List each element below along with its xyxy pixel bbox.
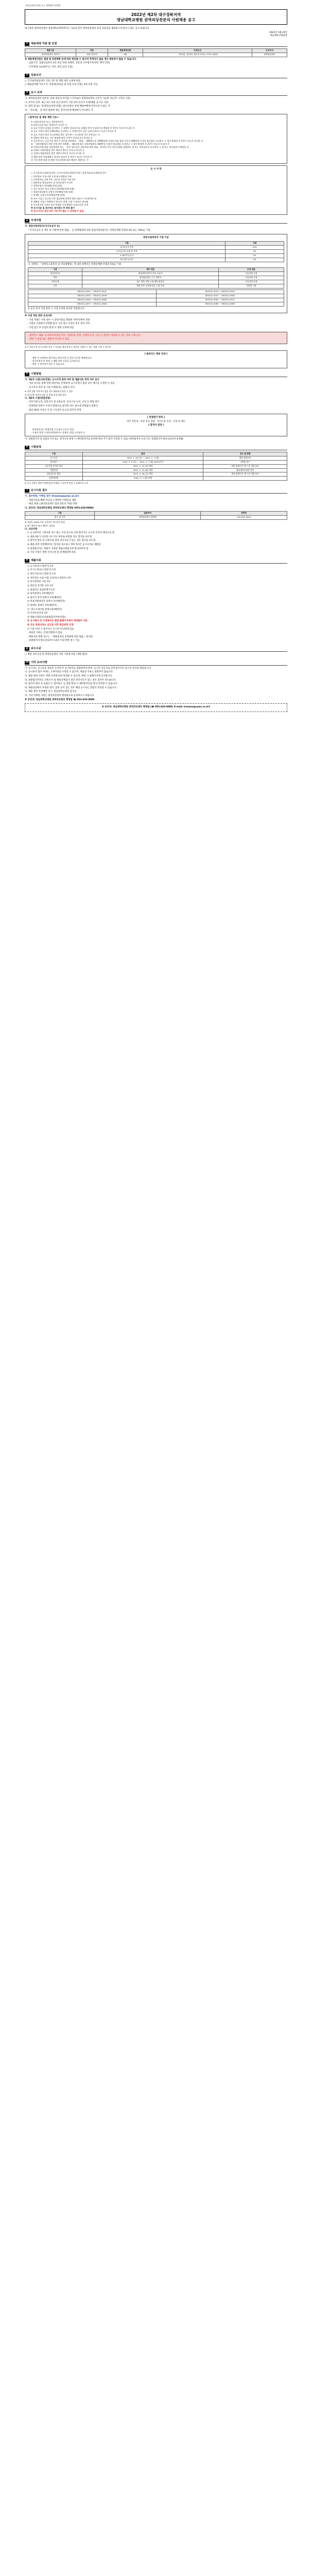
list-item: - 평균 60점 이상인 자 중 고득점자 순으로 합격자 결정 bbox=[27, 409, 81, 412]
table-header-cell: 구분 bbox=[25, 452, 83, 456]
list-item: - 메일 제목: [권역외상센터 외과 전문의 지원] 성명 bbox=[27, 503, 77, 506]
table-cell: 서류전형 가점 bbox=[218, 280, 284, 284]
note-line: ※ 응시원서의 사진은 최근 6개월 이내 촬영한 증명사진을 부착 bbox=[31, 203, 89, 206]
table-cell: 권역외상센터 근무 경력자 bbox=[82, 276, 219, 280]
section-num: 9 bbox=[25, 647, 29, 651]
list-item: ⑫ 채용 관련 비위행위로 합격이 취소된 후 5년이 지나지 아니한 자 bbox=[31, 155, 92, 158]
list-item: ⑥ 법원의 판결 또는 다른 법률에 따라 자격이 상실되거나 정지된 자 bbox=[31, 136, 93, 139]
table-cell: SR2022-0085 ~ SR2022-0096 bbox=[156, 302, 284, 306]
section-heading-9 bbox=[25, 647, 287, 652]
section-num: 5 bbox=[25, 372, 29, 376]
list-item: ⑬ 주민등록초본 1부 bbox=[27, 612, 48, 615]
note-line: ※ 서류전형 합격자 발표 후 면접 일정 개별 통보 bbox=[25, 394, 66, 397]
list-item: ⑤ 의사면허증 사본 1부 bbox=[27, 581, 50, 584]
list-item: ○ 응시원서(소정양식) 1부, 자기소개서(소정양식) 1부, 경력기술서(소정양식) 1부 bbox=[31, 172, 107, 175]
section-heading-2 bbox=[25, 74, 287, 78]
list-item: - 가점 적용은 서류 접수 시 증빙서류를 제출한 자에 한하여 적용 bbox=[27, 318, 90, 321]
table-cell: 5% bbox=[226, 253, 284, 258]
note-line: ※ 응시원서 등 소정양식은 병원 홈페이지에서 내려받아 사용 bbox=[27, 620, 88, 623]
box-title: <결격사유 및 채용 제한 사유> bbox=[28, 116, 59, 120]
section-heading-4 bbox=[25, 219, 287, 224]
table-header-cell: 세부 내용 bbox=[82, 268, 219, 272]
list-item: - 블라인드 채용: 응시원서에 출신지역, 가족관계, 학력, 신체적 조건, 사진 등 편견이 개입될 수 있는 정보 기재 금지 bbox=[28, 334, 141, 337]
table-row bbox=[28, 276, 284, 280]
list-item: - 응시자격 미달 및 서류 미제출자는 불합격 처리 bbox=[27, 386, 75, 389]
table-cell: 원서접수 bbox=[25, 460, 83, 464]
list-item: ③ 금고 이상의 실형을 선고받고 그 집행이 종료되거나 집행을 받지 아니하기로 확정된 후 5년이 지나지 아니한 자 bbox=[31, 127, 135, 130]
table-cell: 영남대학교병원 본관 bbox=[203, 468, 287, 472]
list-item: 다. 병역 필 또는 면제자(남성에 한함), 접수마감일 현재 해외여행에 결격사유가 없는 자 bbox=[25, 105, 110, 108]
table-row bbox=[28, 294, 284, 298]
list-item: ④ 채용 관련 부정행위자는 합격을 취소하고 향후 5년간 응시자격을 제한함 bbox=[27, 544, 101, 547]
list-item: 라. 「의료법」 및 관련 법령에 따른 결격사유에 해당하지 아니하는 자 bbox=[25, 109, 94, 112]
section-num: 2 bbox=[25, 74, 29, 77]
exclusions-box bbox=[25, 114, 287, 163]
table-cell: 5% bbox=[226, 249, 284, 253]
list-item: 나. 외국어 성적: 최근 2년 이내 공인 외국어 시험 성적 보유자 우대(채용 공고일 기준) bbox=[25, 101, 109, 104]
note-line: ※ 제출된 서류는 반환하지 않으며, 허위 기재 시 합격이 취소됨 bbox=[31, 200, 89, 203]
sub-heading: 다. 유의사항 bbox=[25, 528, 38, 531]
contact-table bbox=[25, 511, 287, 520]
note-line: ※ 전형 결과 적격자가 없을 경우 채용하지 않을 수 있음 bbox=[25, 390, 73, 393]
list-item: - 최종합격자 발표일로부터 14일 이내 반환 청구 가능 bbox=[27, 639, 80, 642]
note-line: ※ 응시원서 및 자기소개서 작성 시 학교명, 출신지역 등 개인을 식별할 수 있는 내용 기재 시 불이익 bbox=[25, 345, 111, 348]
note-line: ※ 채용예정인원은 결원 및 증원계획 등에 따라 변동될 수 있으며 적격자가 없을 경우 채용하지 않을 수 있습니다. bbox=[25, 58, 137, 61]
section-title: 응시서류 접수 bbox=[31, 488, 47, 492]
bonus-box bbox=[25, 234, 287, 313]
section-num: 10 bbox=[25, 661, 29, 664]
table-cell: SR2022-0061 ~ SR2022-0072 bbox=[156, 298, 284, 302]
list-item: - 위반 시 불이익이 있을 수 있습니다. bbox=[31, 363, 65, 366]
box-title: 취업지원대상자 가점 기준 bbox=[143, 236, 169, 240]
table-row bbox=[25, 472, 287, 477]
table-cell: - bbox=[203, 477, 287, 481]
list-item: ② 파산선고를 받고 복권되지 아니한 자 bbox=[31, 124, 67, 127]
list-item: ⑨ 미성년자에 대한 성폭력범죄 또는 「아동·청소년의 성보호에 관한 법률」에 따른 아동·청소년대상 성범죄로 형 또는 치료감호를 선고받아 그 형 또는 치료감호가 확정된 자 bbox=[31, 146, 189, 149]
list-item: - 제출된 서류는 일체 반환하지 않음 bbox=[27, 632, 62, 635]
table-cell: 서류전형 가점 bbox=[218, 276, 284, 280]
table-header-cell: 일정 bbox=[83, 452, 203, 456]
table-row bbox=[28, 280, 284, 284]
section-title: 채용예정 직종 및 인원 bbox=[31, 42, 57, 45]
list-item: ⑪ 징계로 해임처분을 받은 때부터 3년이 지나지 아니한 자 bbox=[31, 152, 85, 155]
table-cell: 053-620-0000 bbox=[201, 516, 287, 520]
table-header-cell: 장소 및 방법 bbox=[203, 452, 287, 456]
box-title: [ 합격자 결정 ] bbox=[148, 424, 164, 427]
list-item: ⑥ 기타 사항은 병원 인사규정 및 관계법령에 따름 bbox=[27, 551, 76, 554]
table-cell: 권역외상센터 전문의 bbox=[25, 53, 76, 57]
table-row bbox=[25, 477, 287, 481]
sub-heading: 나. 제2차 시험(면접전형) bbox=[25, 397, 50, 400]
table-cell: 2022. 3. 1.(화) 예정 bbox=[83, 477, 203, 481]
list-item: - 위반 시 감점 또는 불합격 처리될 수 있음 bbox=[28, 338, 70, 341]
table-header-cell: 채용구분 bbox=[25, 48, 76, 53]
section-num: 8 bbox=[25, 559, 29, 563]
section-num: 7 bbox=[25, 489, 29, 493]
list-item: ○ 국가권역외상센터 지원 기준 및 병원 내부 규정에 따름 bbox=[25, 79, 81, 82]
table-cell: 전형별 가점 bbox=[218, 284, 284, 288]
table-cell: SR2022-0001 ~ SR2022-0012 bbox=[28, 290, 157, 294]
table-header-cell: 담당부서 bbox=[95, 512, 201, 516]
table-row bbox=[28, 249, 284, 253]
table-cell: 병원 홈페이지 bbox=[203, 456, 287, 460]
table-header-cell: 구분 bbox=[28, 268, 82, 272]
list-item: ② 제출서류가 사실과 다르거나 허위로 판명될 경우 합격을 취소함 bbox=[27, 535, 92, 538]
section-heading-10 bbox=[25, 661, 287, 666]
note-line: - 근무형태: 3교대(주간, 야간, 휴일 당직 포함) bbox=[27, 66, 73, 69]
table-cell: SR2022-0037 ~ SR2022-0048 bbox=[156, 294, 284, 298]
table-cell: 서류전형 합격자 발표 bbox=[25, 464, 83, 468]
table-header-cell: 연락처 bbox=[201, 512, 287, 516]
list-item: ⑬ 기타 관계 법령 및 병원 인사규정에 따라 채용이 제한되는 자 bbox=[31, 158, 89, 161]
doc-date: 2022년 1월 20일 bbox=[269, 31, 287, 34]
note-line: ※ 모든 증빙서류는 공고일 이후 발급분만 인정 bbox=[27, 624, 74, 626]
table-row bbox=[28, 284, 284, 288]
table-cell: 이메일 접수 bbox=[203, 460, 287, 464]
table-header-row bbox=[28, 268, 284, 272]
list-item: ⑤ 금고 이상의 형의 선고유예를 받은 경우에 그 선고유예 기간 중에 있는 자 bbox=[31, 133, 100, 136]
table-row bbox=[25, 456, 287, 460]
table-row bbox=[28, 258, 284, 262]
table-cell: 10% bbox=[226, 245, 284, 249]
list-item: ○ 의사면허증 사본 1부, 전문의 자격증 사본 1부 bbox=[31, 178, 76, 181]
box-title: 응 시 서 류 bbox=[150, 167, 162, 171]
note-line: ※ 모든 서류는 공고일 이후 발급분에 한하며 원본 대조가 가능하여야 함 bbox=[31, 197, 97, 200]
paragraph: 「국가유공자 등 예우 및 지원에 관한 법률」 등 관계법령에 의한 취업지원대상자는 전형단계별 만점의 5% 또는 10%를 가점 bbox=[27, 229, 150, 232]
list-item: 아. 기타 자세한 사항은 권역외상센터 행정팀으로 문의하시기 바랍니다. bbox=[25, 694, 95, 697]
paragraph: 직무 전문성 · 외상 진료 경험 · 의사소통 능력 · 인성 및 태도 bbox=[126, 420, 186, 423]
note-line: - 임용기간: 임용일로부터 2년 (2년 단위 재계약, 전문의 근무평가에 따라 계약 연장) bbox=[27, 62, 110, 65]
table-header-row bbox=[25, 48, 287, 53]
list-item: - 면접위원 과반수 이상이 불량으로 평가한 경우 점수에 관계없이 불합격 bbox=[27, 404, 98, 408]
list-item: ① 응시원서의 기재사항 착오 또는 누락 등으로 인한 불이익은 응시자 본인의 책임으로 함 bbox=[27, 532, 115, 535]
table-cell: SR2022-0049 ~ SR2022-0060 bbox=[28, 298, 157, 302]
list-item: ○ 최종학교 졸업증명서 및 성적증명서 각 1부 bbox=[31, 181, 73, 184]
list-item: 가. 권역외상센터 전문의: 외과 전문의 자격증 소지자로서 권역외상센터 근무가 가능한 자(근무 시작일 기준) bbox=[25, 97, 131, 100]
table-cell: 국가유공자 본인 bbox=[28, 245, 226, 249]
bonus-table bbox=[28, 241, 284, 262]
list-item: ④ 금고 이상의 형의 집행유예를 선고받고 그 유예기간이 끝난 날부터 2년이 지나지 아니한 자 bbox=[31, 130, 116, 133]
doc-caption: 【영남대학교병원 공고 제2022-1155】 bbox=[25, 4, 61, 7]
list-item: ① 피성년후견인 또는 피한정후견인 bbox=[31, 120, 63, 123]
footer-text: ※ 문의처: 영남대학교병원 권역외상센터 행정팀 (☎ 053-620-0000, E-mail: trauma@yumc.ac.kr) bbox=[101, 706, 211, 709]
table-cell: 서류전형 가점 bbox=[218, 272, 284, 276]
note-line: ※ 응시서류 및 접수처는 원서접수 후 변경 불가 bbox=[31, 206, 75, 209]
list-item: ⑮ 서류 미비 시 불이익은 응시자 본인에게 있음 bbox=[27, 628, 74, 631]
preference-table bbox=[28, 267, 284, 289]
list-item: ⑥ 전문의 자격증 사본 1부 bbox=[27, 584, 54, 587]
list-item: - 입사지원서 및 면접 시 해당 정보 언급을 금지합니다. bbox=[31, 360, 81, 363]
table-header-cell: 직종 bbox=[76, 48, 108, 53]
section-heading-1 bbox=[25, 42, 287, 47]
table-cell: 지역인재 bbox=[28, 280, 82, 284]
box-title: [ 면접평가 항목 ] bbox=[147, 416, 165, 419]
table-cell: SR2022-0013 ~ SR2022-0024 bbox=[156, 290, 284, 294]
section-num: 3 bbox=[25, 91, 29, 95]
list-item: ⑧ 「성폭력범죄의 처벌 등에 관한 특례법」 제2조에 따른 성폭력범죄로 300만원 이상의 벌금형을 선고받고 그 형이 확정된 후 2년이 지나지 아니한 자 bbox=[31, 142, 169, 145]
table-cell: 병원 홈페이지 게시 및 개별 통보 bbox=[203, 472, 287, 477]
list-item: 가. 응시자는 공고문을 충분히 숙지한 후 응시원서를 제출하여야 하며, 공고문 미숙지로 인한 불이익은 응시자 본인의 책임입니다. bbox=[25, 667, 151, 670]
title-box bbox=[25, 9, 287, 25]
list-item: ○ 경력증명서 1부(해당자에 한함) bbox=[31, 184, 62, 187]
title-line-1: 2022년 제2차 대구경북지역 bbox=[131, 12, 181, 18]
table-row bbox=[28, 290, 284, 294]
table-cell: 외과 전문의 bbox=[76, 53, 108, 57]
list-item: 라. 최종합격자라도 신원조사 및 채용신체검사 결과 결격사유가 있는 경우 합격이 취소됩니다. bbox=[25, 679, 116, 682]
table-cell: 권역외상센터 행정팀 bbox=[95, 516, 201, 520]
list-item: ② 자기소개서(소정양식) 1부 bbox=[27, 569, 56, 572]
table-cell: 특수임무유공자 bbox=[28, 258, 226, 262]
table-cell: 병원 홈페이지 게시 및 개별 통보 bbox=[203, 464, 287, 468]
table-cell: 2022. 2. 18.(금) 예정 bbox=[83, 472, 203, 477]
paragraph: ○ 병원 보수규정 및 권역외상센터 지원 기준에 따름 (개별 협의) bbox=[25, 653, 88, 656]
table-header-cell: 근무부서 bbox=[252, 48, 287, 53]
table-cell: SR2022-0073 ~ SR2022-0084 bbox=[28, 302, 157, 306]
note-line: ※ 접수 확인은 회신 메일로 대신함 bbox=[25, 524, 55, 527]
section-heading-5 bbox=[25, 372, 287, 377]
section-num: 1 bbox=[25, 42, 29, 46]
note-line: ※ 마감일 18:00 이후 도착분은 접수하지 않음 bbox=[25, 521, 65, 524]
list-item: ○ 채용분야별 처우조건: 연봉제(성과급 및 각종 수당 포함), 4대 보험 가입 bbox=[25, 83, 98, 87]
list-item: - 가점을 포함하여 전형별 합격 기준 점수 이상일 경우 합격 처리 bbox=[27, 323, 90, 326]
list-item: - 최종합격자는 면접전형 고득점자 순으로 결정 bbox=[31, 428, 74, 431]
table-header-cell: 가점 bbox=[226, 242, 284, 246]
table-cell: 0명 bbox=[108, 53, 143, 57]
doc-org: 영남대학교병원장 bbox=[270, 35, 287, 38]
section-title: 기타 유의사항 bbox=[31, 660, 47, 664]
section-num: 4 bbox=[25, 219, 29, 223]
table-cell: 2022. 1. 20.(목) ~ 2022. 2. 7.(월) bbox=[83, 456, 203, 460]
sub-heading: 나. 문의처: 영남대학교병원 권역외상센터 행정팀 (053-620-0000) bbox=[25, 506, 94, 510]
list-item: ③ 경력기술서(소정양식) 1부 bbox=[27, 573, 56, 576]
list-item: 바. 채용과정에서 부정한 청탁, 압력 등이 있는 경우 해당 응시자는 불합격 처리될 수 있습니다. bbox=[25, 686, 117, 689]
sub-heading: 가. 취업지원대상자(국가유공자 등) bbox=[25, 225, 60, 228]
table-cell: 2022. 2. 10.(목) 예정 bbox=[83, 464, 203, 468]
table-cell: 공고기간 bbox=[25, 456, 83, 460]
section-title: 임용조건 bbox=[31, 73, 42, 77]
table-cell: 최종합격자 발표 bbox=[25, 472, 83, 477]
section-num: 6 bbox=[25, 446, 29, 449]
list-item: ○ 취업지원대상자 증명서 1부(해당자에 한함) bbox=[31, 191, 73, 194]
table-header-cell: 우대 내용 bbox=[218, 268, 284, 272]
table-cell: 외상전문의 bbox=[28, 272, 82, 276]
box-title: [ 블라인드 채용 안내 ] bbox=[144, 352, 168, 355]
list-item: 가. 접수방법: 이메일 접수 (trauma@yumc.ac.kr) bbox=[25, 495, 79, 498]
table-cell: 경력 bbox=[28, 276, 82, 280]
schedule-table bbox=[25, 452, 287, 481]
note-line: ※ 문의처: 영남대학교병원 권역외상센터 행정팀 ☎ 053-620-0000 bbox=[25, 698, 95, 701]
table-cell: 대구·경북 지역 소재 대학 졸업자 bbox=[82, 280, 219, 284]
table-row bbox=[25, 53, 287, 57]
table-cell: SR2022-0025 ~ SR2022-0036 bbox=[28, 294, 157, 298]
table-row bbox=[28, 302, 284, 306]
table-cell: 병원 내부 규정에 따른 우대 사항 bbox=[82, 284, 219, 288]
list-item: ⑨ 외국어 성적 증명서 1부(해당자) bbox=[27, 596, 62, 599]
list-item: ⑧ 경력증명서 1부(해당자) bbox=[27, 592, 54, 596]
list-item: ○ 공인 외국어 성적 증명서 1부(해당자에 한함) bbox=[31, 188, 75, 191]
list-item: ⑩ 징계로 파면처분을 받은 때부터 5년이 지나지 아니한 자 bbox=[31, 149, 84, 152]
list-item: - 채용 전 과정에서 출신학교, 출신지역 등 편견 요인을 배제합니다. bbox=[31, 357, 92, 360]
table-header-row bbox=[28, 242, 284, 246]
table-header-cell: 구분 bbox=[28, 242, 226, 246]
table-row bbox=[25, 464, 287, 468]
list-item: - 동점자 발생 시 취업지원대상자, 장애인, 면접 고득점자 순 bbox=[31, 431, 85, 434]
note-line: ※ 동일 분야 가점 중복 시 가장 유리한 하나만 적용합니다. bbox=[28, 307, 85, 310]
list-item: ○ 개인정보 수집·이용 동의서(소정양식) 1부 bbox=[31, 175, 72, 178]
table-row bbox=[28, 298, 284, 302]
list-item: - 서류 심사를 통해 면접 대상자를 선정하며, 응시인원이 많을 경우 배수를 조정할 수 있음 bbox=[27, 382, 115, 385]
list-item: ○ 장애인 증명서 1부(해당자에 한함) bbox=[31, 194, 65, 197]
table-row bbox=[28, 245, 284, 249]
blind-warning-box bbox=[25, 332, 287, 344]
list-item: 가. 제1차 시험(서류전형): 응시자격 충족 여부 및 제출서류 적격 여부 심사 bbox=[25, 378, 99, 381]
table-row bbox=[28, 253, 284, 258]
interview-box bbox=[25, 414, 287, 436]
section-title: 우대사항 bbox=[31, 219, 42, 223]
list-item: ⑦ 공무원 또는 공공기관 재직 중 직무와 관련하여 「형법」 제355조 및 제356조에 규정된 죄를 범한 자로서 300만원 이상의 벌금형을 선고받고 그 형이 확정된 후 2년이 지나지 아니한 자 bbox=[31, 139, 203, 142]
table-header-row bbox=[25, 512, 287, 516]
table-cell: 기타 bbox=[28, 284, 82, 288]
table-cell: 면접전형 bbox=[25, 468, 83, 472]
section-title: 보수수준 bbox=[31, 647, 42, 651]
table-cell: 외상세부전문의 자격 소지자 bbox=[82, 272, 219, 276]
table-cell: 임용예정일 bbox=[25, 477, 83, 481]
section-heading-3 bbox=[25, 91, 287, 96]
list-item: ④ 개인정보 수집·이용 동의서(소정양식) 1부 bbox=[27, 577, 71, 580]
list-item: 마. 합격자 발표 후 임용포기, 합격취소 등 결원 발생 시 예비합격자를 합격 처리할 수 있습니다. bbox=[25, 683, 118, 686]
table-row bbox=[25, 468, 287, 472]
table-row bbox=[28, 272, 284, 276]
list-item: 다. 채용 관련 사항은 병원 사정에 따라 변경될 수 있으며, 변경 시 홈페이지에 공지합니다. bbox=[25, 674, 113, 677]
note-line: ※ 공고기간은 통상 2주 이상이며 필요 시 연장될 수 있음 bbox=[31, 210, 84, 213]
table-cell: 국가유공자 유족 및 가족 bbox=[28, 249, 226, 253]
paragraph: 나. 장애인: 「장애인고용촉진 및 직업재활법」에 의한 장애인은 전형단계별 만점의 5%를 가점 bbox=[28, 263, 122, 266]
footer-box bbox=[25, 703, 287, 712]
table-cell: 권역외상센터 bbox=[252, 53, 287, 57]
section-title: 시험방법 bbox=[31, 372, 42, 376]
position-table bbox=[25, 48, 287, 57]
table-cell: 접수 및 문의 bbox=[25, 516, 95, 520]
table-header-cell: 자격요건 bbox=[143, 48, 252, 53]
intro-text: 대구경북 권역외상센터 영남대학교병원에서는 다음과 같이 권역외상센터 외과 전문의를 채용하고자 하오니 많은 응시 바랍니다. bbox=[25, 27, 150, 30]
list-item: - 가점 합산 후 동점자 발생 시 병원 규정에 따름 bbox=[27, 327, 74, 330]
list-item: ⑦ 최종학교 졸업증명서 1부 bbox=[27, 588, 55, 591]
table-cell: 2022. 2. 3.(목) ~ 2022. 2. 7.(월) 18:00까지 bbox=[83, 460, 203, 464]
table-header-row bbox=[25, 452, 287, 456]
section-heading-6 bbox=[25, 446, 287, 450]
list-item: - 채용서류 반환 청구는 「채용절차의 공정화에 관한 법률」에 따름 bbox=[27, 635, 93, 638]
table-row bbox=[25, 516, 287, 520]
blind-box bbox=[25, 350, 287, 368]
table-row bbox=[25, 460, 287, 464]
title-line-2: 영남대학교병원 권역외상전문의 사원채용 공고 bbox=[116, 17, 196, 22]
section-heading-7 bbox=[25, 489, 287, 494]
list-item: - 직무수행 능력, 전문지식 및 응용능력, 의사소통 능력, 인성 등 종합 평가 bbox=[27, 401, 99, 404]
table-cell: 5·18민주유공자 bbox=[28, 253, 226, 258]
list-item: 나. 응시원서 접수 후에는 기재사항을 수정할 수 없으며, 제출된 서류는 반환하지 않습니다. bbox=[25, 671, 114, 674]
section-title: 제출서류 bbox=[31, 558, 42, 562]
note-line: ※ 상기 일정은 병원 사정에 따라 변경될 수 있으며 변경 시 홈페이지 공지 bbox=[25, 482, 89, 485]
table-cell: 5% bbox=[226, 258, 284, 262]
list-item: - 제출서류를 PDF 파일로 스캔하여 이메일로 제출 bbox=[27, 499, 76, 502]
table-header-cell: 채용예정인원 bbox=[108, 48, 143, 53]
sub-heading: ※ 가점 적용 관련 유의사항 bbox=[25, 315, 52, 318]
reference-table bbox=[28, 290, 284, 307]
documents-box bbox=[25, 165, 287, 215]
section-title: 응시 자격 bbox=[31, 91, 42, 94]
section-heading-8 bbox=[25, 559, 287, 564]
list-item: ⑭ 채용신체검사서(최종합격자에 한함) bbox=[27, 616, 66, 619]
list-item: ③ 합격자 발표 후 신원조회 결과 결격사유가 있는 경우 합격을 취소함 bbox=[27, 539, 96, 543]
table-cell: 「의료법」에 따른 전문의 자격증 소지자 (외과) bbox=[143, 53, 252, 57]
list-item: ⑫ 기타 우대사항 증빙서류(해당자) bbox=[27, 608, 62, 611]
list-item: ⑤ 최종합격자는 병원이 지정한 채용신체검사에 합격하여야 함 bbox=[27, 547, 89, 550]
list-item: 사. 채용 관련 부정행위 신고: 영남대학교병원 감사실 bbox=[25, 690, 77, 693]
table-header-cell: 구분 bbox=[25, 512, 95, 516]
table-cell: 2022. 2. 15.(화) 예정 bbox=[83, 468, 203, 472]
list-item: ⑩ 취업지원대상자 증명서 1부(해당자) bbox=[27, 600, 65, 603]
list-item: ⑪ 장애인 증명서 1부(해당자) bbox=[27, 604, 57, 607]
list-item: ① 응시원서(소정양식) 1부 bbox=[27, 565, 54, 568]
paragraph: 다. 최종합격자 중 임용포기자 또는 결격사유 발생 시 예비합격자를 순위에 따라 추가 합격 처리할 수 있음 (예비합격자 유효기간: 최종합격자 발표일로부터 6개월) bbox=[25, 438, 184, 441]
section-title: 시험일정 bbox=[31, 445, 42, 449]
